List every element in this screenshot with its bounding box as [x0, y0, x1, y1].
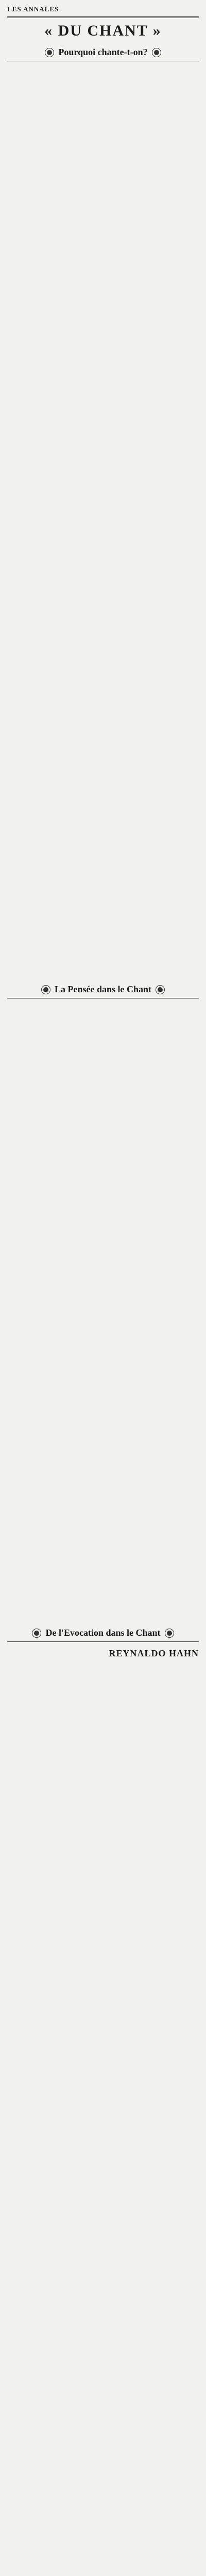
section-3: [7, 1628, 199, 1642]
ornament-icon: [41, 985, 50, 994]
periodical-header: LES ANNALES: [7, 5, 59, 13]
article-title: « DU CHANT »: [44, 22, 162, 39]
author: REYNALDO HAHN: [109, 1648, 199, 1658]
section-title: La Pensée dans le Chant: [54, 984, 151, 994]
ornament-icon: [152, 48, 161, 57]
ornament-icon: [45, 48, 54, 57]
section-2: [7, 984, 199, 998]
section-heading: [7, 1628, 199, 1638]
section-divider: [7, 1641, 199, 1642]
section-title: De l'Evocation dans le Chant: [45, 1628, 161, 1638]
ornament-icon: [32, 1629, 41, 1638]
ornament-icon: [165, 1629, 174, 1638]
unreadable-text-area: [7, 67, 199, 977]
section-heading: [7, 47, 199, 58]
top-header: [7, 5, 199, 40]
section-title: Pourquoi chante-t-on?: [58, 47, 148, 57]
section-1: [7, 47, 199, 61]
section-heading: [7, 984, 199, 995]
header-rule: [7, 16, 199, 18]
unreadable-text-area: [7, 1005, 199, 1620]
ornament-icon: [156, 985, 165, 994]
